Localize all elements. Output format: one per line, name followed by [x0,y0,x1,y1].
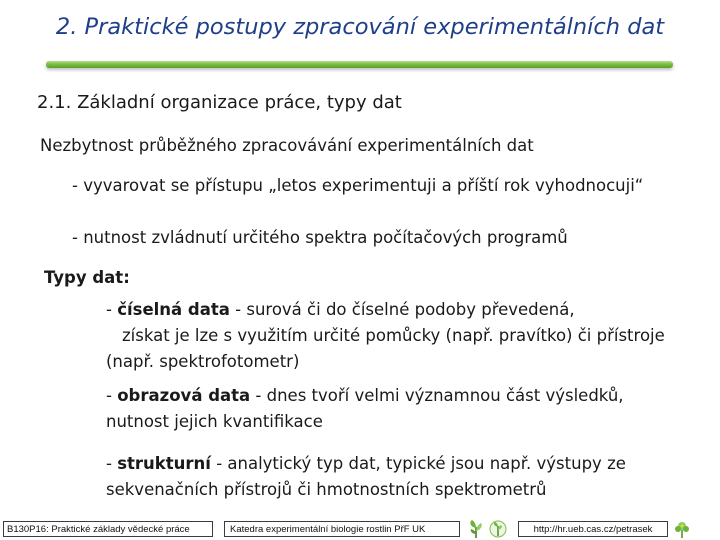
structural-data-line1 [106,454,626,473]
structural-prefix: - [106,454,118,473]
footer-url[interactable]: http://hr.ueb.cas.cz/petrasek [518,521,668,537]
footer-course: B130P16: Praktické základy vědecké práce [3,521,213,537]
image-prefix: - [106,386,118,405]
numeric-data-term: číselná data [117,300,230,319]
section-subtitle: 2.1. Základní organizace práce, typy dat [37,92,402,113]
slide-footer [0,518,720,540]
numeric-data-desc: - surová či do číselné podoby převedená, [229,300,575,319]
slide-title: 2. Praktické postupy zpracování experimentálních dat [55,14,665,40]
numeric-data-line3: (např. spektrofotometr) [106,352,300,371]
plant-icon [488,519,508,539]
bullet-software: - nutnost zvládnutí určitého spektra počítačových programů [72,228,568,247]
bullet-avoid: - vyvarovat se přístupu „letos experimentuji a příští rok vyhodnocuji“ [72,176,644,195]
necessity-line: Nezbytnost průběžného zpracovávání experimentálních dat [40,136,534,155]
plant-icon [466,519,486,539]
numeric-data-line2: získat je lze s využitím určité pomůcky (např. pravítko) či přístroje [122,326,665,345]
title-divider [46,61,673,68]
numeric-data-line1 [106,300,575,319]
footer-department: Katedra experimentální biologie rostlin PřF UK [224,521,460,537]
plant-icon [672,519,692,539]
structural-data-desc: - analytický typ dat, typické jsou např. výstupy ze [210,454,626,473]
image-data-line2: nutnost jejich kvantifikace [106,412,323,431]
data-types-heading: Typy dat: [44,268,130,287]
numeric-prefix: - [106,300,118,319]
image-data-line1 [106,386,624,405]
structural-data-term: strukturní [117,454,211,473]
image-data-desc: - dnes tvoří velmi významnou část výsledků, [250,386,624,405]
image-data-term: obrazová data [117,386,251,405]
structural-data-line2: sekvenačních přístrojů či hmotnostních spektrometrů [106,480,547,499]
